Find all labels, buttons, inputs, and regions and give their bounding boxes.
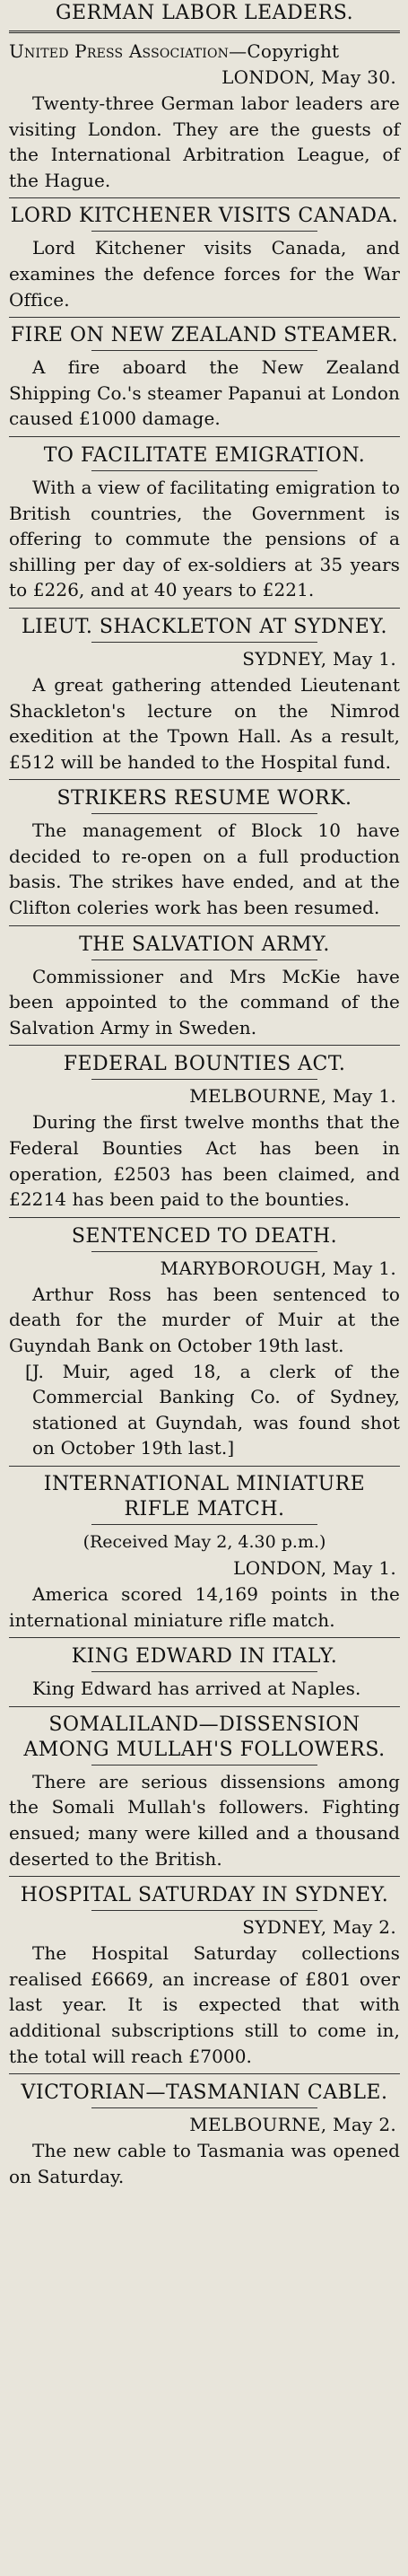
article-hospital-saturday <box>9 1882 400 2069</box>
divider <box>9 608 400 609</box>
dateline: MARYBOROUGH, May 1. <box>160 1257 396 1279</box>
headline: FIRE ON NEW ZEALAND STEAMER. <box>10 324 399 347</box>
headline-rule <box>91 470 317 471</box>
divider <box>9 1217 400 1218</box>
article-body: A great gathering attended Lieutenant Shackleton's lecture on the Nimrod exedition at the Tpown Hall. As a result, £512 will be handed to the Hospital fund. <box>9 673 400 773</box>
article-body: A fire aboard the New Zealand Shipping Co.'s steamer Papanui at London caused £1000 damage. <box>9 356 400 430</box>
headline-rule <box>91 1765 317 1766</box>
headline: HOSPITAL SATURDAY IN SYDNEY. <box>20 1884 389 1907</box>
headline-rule <box>91 1079 317 1080</box>
headline-rule <box>91 813 317 814</box>
article-body: Twenty-three German labor leaders are visiting London. They are the guests of the International Arbitration League, of the Hague. <box>9 92 400 191</box>
headline-rule <box>91 959 317 960</box>
headline: KING EDWARD IN ITALY. <box>71 1645 338 1669</box>
headline: SOMALILAND—DISSENSION AMONG MULLAH'S FOLLOWERS. <box>23 1713 386 1761</box>
divider <box>9 1466 400 1467</box>
headline: THE SALVATION ARMY. <box>79 933 330 956</box>
divider <box>9 197 400 198</box>
divider <box>9 436 400 437</box>
article-salvation-army <box>9 932 400 1041</box>
divider <box>9 1045 400 1046</box>
headline: VICTORIAN—TASMANIAN CABLE. <box>21 2081 388 2105</box>
headline: FEDERAL BOUNTIES ACT. <box>63 1053 346 1076</box>
article-tasmanian-cable <box>9 2080 400 2189</box>
byline-agency: United Press Association <box>9 40 230 62</box>
headline-rule <box>91 231 317 232</box>
divider <box>9 925 400 926</box>
byline <box>9 39 400 65</box>
article-sentenced <box>9 1223 400 1461</box>
divider <box>9 1876 400 1877</box>
dateline: MELBOURNE, May 2. <box>189 2114 396 2136</box>
article-body: The new cable to Tasmania was opened on Saturday. <box>9 2140 400 2187</box>
headline-rule <box>91 350 317 351</box>
headline: GERMAN LABOR LEADERS. <box>55 2 354 24</box>
article-note: [J. Muir, aged 18, a clerk of the Commercial Banking Co. of Sydney, stationed at Guyndah, was found shot on October 19th last.] <box>25 1360 400 1459</box>
article-emigration <box>9 442 400 603</box>
article-body: Arthur Ross has been sentenced to death for the murder of Muir at the Guyndah Bank on October 19th last. <box>9 1283 400 1356</box>
byline-copyright: —Copyright <box>229 40 340 62</box>
article-german-labor-leaders <box>9 0 400 193</box>
article-body: The management of Block 10 have decided to re-open on a full production basis. The strikes have ended, and at the Clifton coleries work has been resumed. <box>9 819 400 919</box>
article-body: Commissioner and Mrs McKie have been appointed to the command of the Salvation Army in Sweden. <box>9 965 400 1038</box>
article-body: During the first twelve months that the Federal Bounties Act has been in operation, £2503 has been claimed, and £2214 has been paid to the bounties. <box>9 1111 400 1211</box>
article-body: America scored 14,169 points in the international miniature rifle match. <box>9 1582 400 1631</box>
divider <box>9 1637 400 1638</box>
headline-rule <box>91 1671 317 1672</box>
headline-rule <box>91 642 317 643</box>
divider <box>9 779 400 780</box>
headline: LORD KITCHENER VISITS CANADA. <box>10 205 399 228</box>
dateline: LONDON, May 30. <box>221 66 396 88</box>
divider <box>9 31 400 33</box>
headline: LIEUT. SHACKLETON AT SYDNEY. <box>22 615 387 638</box>
article-king-edward <box>9 1643 400 1702</box>
article-body: King Edward has arrived at Naples. <box>32 1678 361 1700</box>
headline-rule <box>91 2107 317 2108</box>
headline: STRIKERS RESUME WORK. <box>56 787 352 810</box>
article-body: Lord Kitchener visits Canada, and examines the defence forces for the War Office. <box>9 237 400 311</box>
dateline: LONDON, May 1. <box>233 1556 396 1579</box>
headline-rule <box>91 1524 317 1525</box>
headline: INTERNATIONAL MINIATURE RIFLE MATCH. <box>43 1472 366 1520</box>
article-fire-steamer <box>9 323 400 432</box>
received-note: (Received May 2, 4.30 p.m.) <box>82 1531 326 1552</box>
dateline: SYDNEY, May 2. <box>242 1916 396 1939</box>
headline: SENTENCED TO DEATH. <box>71 1224 338 1248</box>
article-body: The Hospital Saturday collections realised £6669, an increase of £801 over last year. It is expected that with additional subscriptions still to come in, the total will reach £7000. <box>9 1942 400 2067</box>
headline-rule <box>91 1251 317 1252</box>
headline-rule <box>91 1910 317 1911</box>
article-lord-kitchener <box>9 204 400 312</box>
article-strikers <box>9 785 400 920</box>
article-rifle-match <box>9 1472 400 1633</box>
headline: TO FACILITATE EMIGRATION. <box>43 443 366 467</box>
article-federal-bounties <box>9 1051 400 1212</box>
divider <box>9 317 400 318</box>
article-shackleton <box>9 614 400 775</box>
article-somaliland <box>9 1713 400 1871</box>
dateline: MELBOURNE, May 1. <box>189 1085 396 1108</box>
article-body: With a view of facilitating emigration to British countries, the Government is offering to commute the pensions of a shilling per day of ex-soldiers at 35 years to £226, and at 40 years to £221. <box>9 476 400 601</box>
divider <box>9 2073 400 2074</box>
article-body: There are serious dissensions among the Somali Mullah's followers. Fighting ensued; many were killed and a thousand deserted to the British. <box>9 1770 400 1870</box>
divider <box>9 1706 400 1707</box>
dateline: SYDNEY, May 1. <box>242 647 396 670</box>
